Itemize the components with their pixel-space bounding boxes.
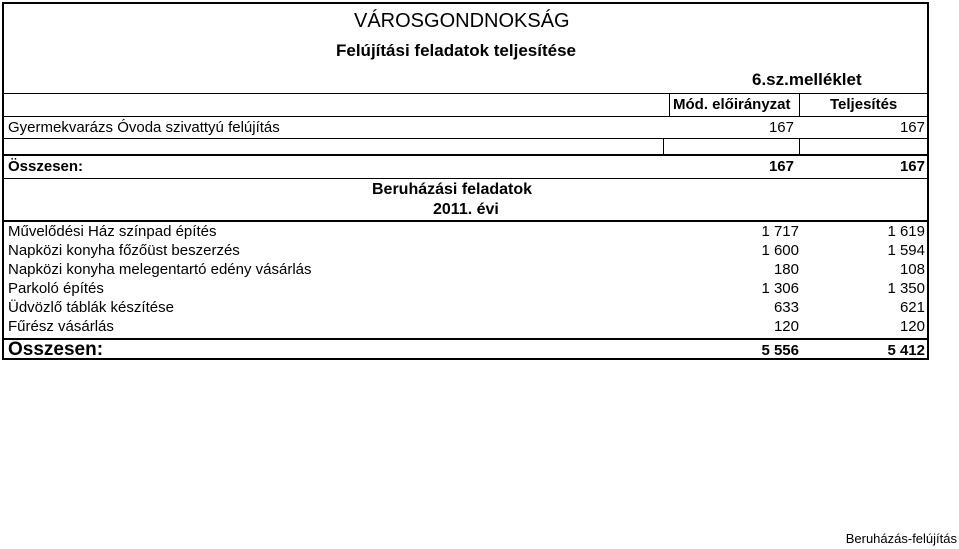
table-cell-teljesites: 1 619 — [887, 223, 925, 240]
table-cell-mod: 1 600 — [761, 242, 799, 259]
divider — [4, 154, 927, 156]
annex-label: 6.sz.melléklet — [752, 70, 862, 89]
sheet-tab-label: Beruházás-felújítás — [845, 531, 957, 546]
column-header-teljesites: Teljesítés — [830, 96, 898, 113]
table-row-label: Fűrész vásárlás — [8, 318, 114, 335]
table-cell-mod: 633 — [773, 299, 799, 316]
total-label: Összesen: — [8, 339, 104, 360]
total-teljesites: 167 — [899, 158, 925, 175]
total-teljesites: 5 412 — [887, 342, 925, 359]
spreadsheet-sheet — [2, 2, 929, 360]
column-header-mod: Mód. előirányzat — [673, 96, 791, 113]
divider — [4, 220, 927, 222]
divider — [4, 116, 927, 117]
table-cell-teljesites: 1 594 — [887, 242, 925, 259]
divider — [799, 138, 800, 155]
table-cell-mod: 1 306 — [761, 280, 799, 297]
table-cell-teljesites: 108 — [899, 261, 925, 278]
table-row-label: Gyermekvarázs Óvoda szivattyú felújítás — [8, 119, 280, 136]
table-cell-teljesites: 621 — [899, 299, 925, 316]
divider — [669, 93, 670, 116]
divider — [4, 338, 927, 340]
table-cell-teljesites: 167 — [899, 119, 925, 136]
table-row-label: Napközi konyha melegentartó edény vásárlás — [8, 261, 312, 278]
table-row-label: Művelődési Ház színpad építés — [8, 223, 217, 240]
table-cell-teljesites: 120 — [899, 318, 925, 335]
divider — [799, 93, 800, 116]
page-subtitle: Felújítási feladatok teljesítése — [336, 41, 576, 60]
table-cell-mod: 180 — [773, 261, 799, 278]
table-cell-teljesites: 1 350 — [887, 280, 925, 297]
divider — [4, 178, 927, 179]
table-row-label: Napközi konyha főzőüst beszerzés — [8, 242, 240, 259]
org-title: VÁROSGONDNOKSÁG — [354, 10, 570, 32]
total-mod: 167 — [768, 158, 794, 175]
table-row-label: Üdvözlő táblák készítése — [8, 299, 174, 316]
divider — [4, 93, 927, 94]
divider — [4, 138, 927, 139]
table-cell-mod: 1 717 — [761, 223, 799, 240]
divider — [663, 138, 664, 155]
section-year: 2011. évi — [433, 201, 499, 218]
total-label: Összesen: — [8, 158, 84, 175]
table-cell-mod: 167 — [768, 119, 794, 136]
table-row-label: Parkoló építés — [8, 280, 104, 297]
table-cell-mod: 120 — [773, 318, 799, 335]
total-mod: 5 556 — [761, 342, 799, 359]
section-title: Beruházási feladatok — [372, 181, 533, 198]
